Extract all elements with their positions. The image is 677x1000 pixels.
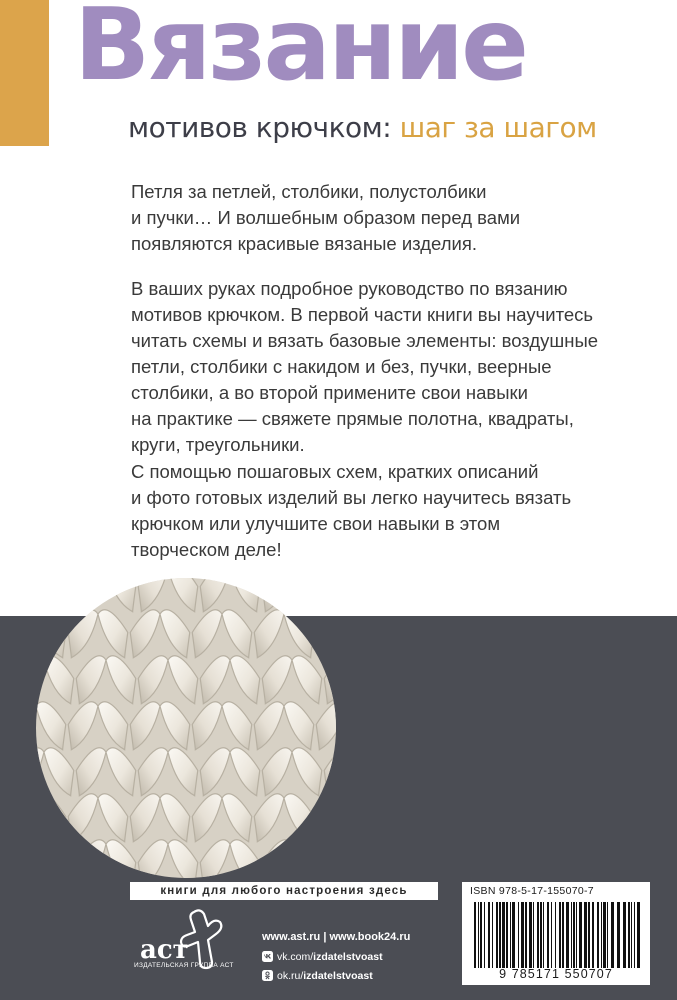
tagline-bar: [130, 882, 438, 900]
accent-bar: [0, 0, 49, 146]
description-paragraph-2: В ваших руках подробное руководство по вязанию мотивов крючком. В первой части книги вы научитесь читать схемы и вязать базовые элементы: воздушные петли, столбики с накидом и без, пучки, веерные столбики, а во второй примените свои навыки на практике — свяжете прямые полотна, квадраты, круги, треугольники.: [131, 278, 599, 455]
svg-text:аст: аст: [140, 935, 189, 965]
book-subtitle: [128, 108, 597, 148]
isbn-box: [462, 882, 650, 985]
website-links[interactable]: www.ast.ru | www.book24.ru: [262, 931, 411, 943]
subtitle-part-dark: мотивов крючком:: [128, 111, 392, 144]
description-paragraph-1: Петля за петлей, столбики, полустолбики и пучки… И волшебным образом перед вами появляются красивые вязаные изделия.: [131, 181, 521, 254]
knitted-yarn-photo: [36, 578, 336, 878]
vk-link[interactable]: [262, 950, 462, 963]
odnoklassniki-icon: [262, 970, 273, 981]
description-paragraph-3: С помощью пошаговых схем, кратких описаний и фото готовых изделий вы легко научитесь вязать крючком или улучшите свои навыки в этом творческом деле!: [131, 461, 572, 560]
ok-prefix: ok.ru/: [277, 969, 304, 982]
vk-handle: izdatelstvoast: [313, 950, 383, 963]
publisher-caption: ИЗДАТЕЛЬСКАЯ ГРУППА АСТ: [134, 962, 234, 969]
ok-handle: izdatelstvoast: [303, 969, 373, 982]
publisher-links: [262, 930, 462, 982]
subtitle-part-gold: шаг за шагом: [399, 111, 597, 144]
vk-prefix: vk.com/: [277, 950, 314, 963]
vk-icon: [262, 951, 273, 962]
isbn-number: ISBN 978-5-17-155070-7: [470, 885, 594, 897]
ok-link[interactable]: [262, 969, 462, 982]
book-title: Вязание: [74, 0, 526, 103]
tagline-text: книги для любого настроения здесь: [160, 885, 408, 897]
barcode-digits: 9 785171 550707: [499, 967, 613, 981]
barcode-icon: [472, 902, 642, 968]
